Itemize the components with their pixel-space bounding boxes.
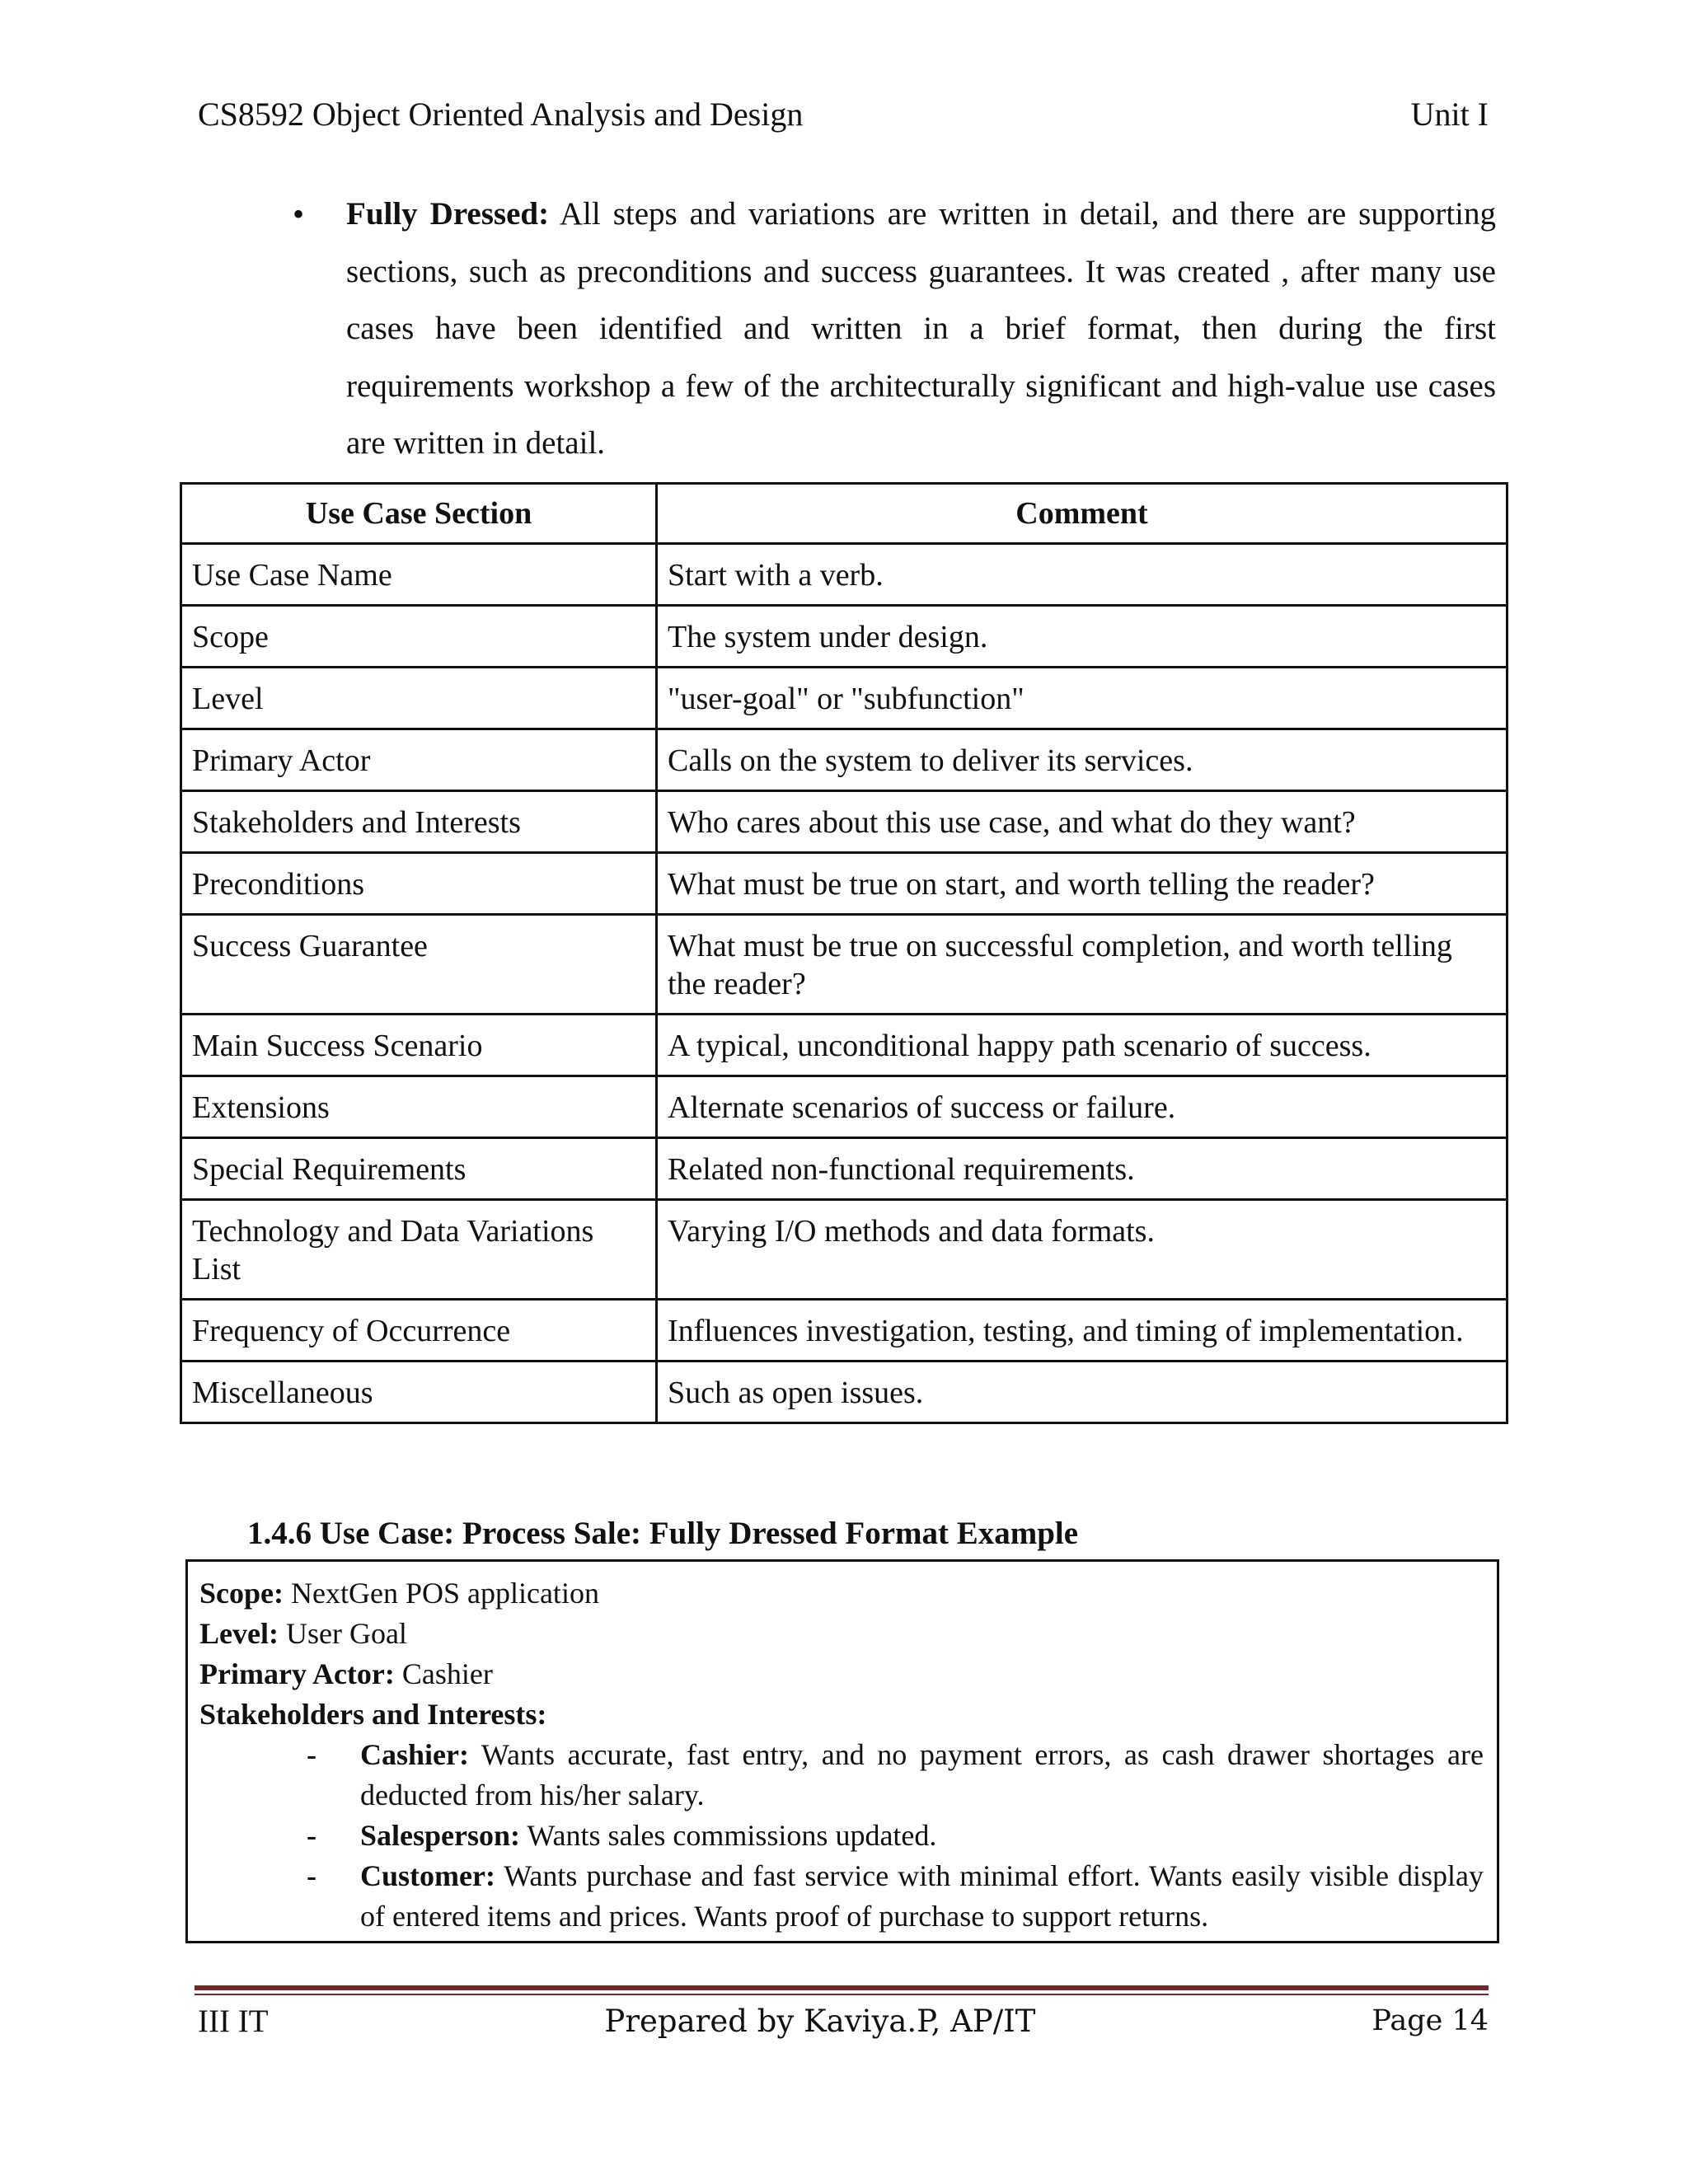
comment-cell: Related non-functional requirements. <box>657 1138 1507 1200</box>
dash-icon: - <box>307 1859 316 1892</box>
table-row <box>181 915 1507 1015</box>
section-cell: Preconditions <box>181 853 657 915</box>
fully-dressed-bullet <box>293 185 1496 472</box>
comment-cell: Who cares about this use case, and what do they want? <box>657 791 1507 853</box>
comment-cell: Varying I/O methods and data formats. <box>657 1200 1507 1300</box>
stakeholder-text: Wants accurate, fast entry, and no payment errors, as cash drawer shortages are deducted from his/her salary. <box>360 1738 1484 1811</box>
stakeholder-text: Wants sales commissions updated. <box>520 1819 937 1852</box>
scope-value: NextGen POS application <box>284 1577 599 1610</box>
section-cell: Success Guarantee <box>181 915 657 1015</box>
table-row <box>181 606 1507 668</box>
table-row <box>181 791 1507 853</box>
table-row <box>181 1300 1507 1361</box>
table-row <box>181 668 1507 729</box>
example-heading: 1.4.6 Use Case: Process Sale: Fully Dressed Format Example <box>247 1516 1079 1551</box>
list-item <box>199 1735 1484 1816</box>
footer-author: Prepared by Kaviya.P, AP/IT <box>604 2003 1036 2039</box>
scope-label: Scope: <box>199 1577 284 1610</box>
stakeholders-heading <box>199 1694 1484 1735</box>
section-cell: Level <box>181 668 657 729</box>
header-comment: Comment <box>657 484 1507 544</box>
actor-line <box>199 1654 1484 1694</box>
section-cell: Stakeholders and Interests <box>181 791 657 853</box>
stakeholder-name: Salesperson: <box>360 1819 521 1852</box>
bullet-paragraph <box>346 185 1496 472</box>
stakeholder-name: Cashier: <box>360 1738 469 1771</box>
footer-rule-thick <box>195 1985 1489 1990</box>
example-box <box>185 1559 1499 1943</box>
comment-cell: A typical, unconditional happy path scenario of success. <box>657 1015 1507 1076</box>
footer-rule-thin <box>195 1994 1489 1995</box>
table-row <box>181 1015 1507 1076</box>
table-row <box>181 1361 1507 1423</box>
comment-cell: Start with a verb. <box>657 544 1507 606</box>
section-cell: Frequency of Occurrence <box>181 1300 657 1361</box>
stakeholder-name: Customer: <box>360 1859 495 1892</box>
comment-cell: Such as open issues. <box>657 1361 1507 1423</box>
unit-label: Unit I <box>1410 96 1489 133</box>
level-value: User Goal <box>278 1617 407 1650</box>
page-header <box>198 95 1489 141</box>
dash-icon: - <box>307 1738 316 1771</box>
list-item <box>199 1856 1484 1937</box>
table-header-row <box>181 484 1507 544</box>
page-number: Page 14 <box>1372 2004 1489 2037</box>
comment-cell: What must be true on start, and worth telling the reader? <box>657 853 1507 915</box>
section-cell: Main Success Scenario <box>181 1015 657 1076</box>
section-cell: Technology and Data Variations List <box>181 1200 657 1300</box>
dash-icon: - <box>307 1819 316 1852</box>
table-row <box>181 853 1507 915</box>
section-cell: Special Requirements <box>181 1138 657 1200</box>
comment-cell: Alternate scenarios of success or failure. <box>657 1076 1507 1138</box>
footer-class: III IT <box>198 2003 269 2039</box>
table-row <box>181 729 1507 791</box>
section-cell: Primary Actor <box>181 729 657 791</box>
table-row <box>181 544 1507 606</box>
table-row <box>181 1138 1507 1200</box>
page-footer <box>198 1996 1489 2046</box>
comment-cell: What must be true on successful completion, and worth telling the reader? <box>657 915 1507 1015</box>
actor-value: Cashier <box>394 1657 493 1690</box>
table-row <box>181 1076 1507 1138</box>
level-label: Level: <box>199 1617 279 1650</box>
list-item <box>199 1816 1484 1856</box>
section-cell: Use Case Name <box>181 544 657 606</box>
section-cell: Extensions <box>181 1076 657 1138</box>
use-case-sections-table <box>180 482 1508 1424</box>
stakeholder-text: Wants purchase and fast service with minimal effort. Wants easily visible display of entered items and prices. Wants proof of purchase to support returns. <box>360 1859 1484 1933</box>
section-cell: Scope <box>181 606 657 668</box>
bullet-body: All steps and variations are written in detail, and there are supporting sections, such as preconditions and success guarantees. It was created , after many use cases have been identified and written in a brief format, then during the first requirements workshop a few of the architecturally significant and high-value use cases are written in detail. <box>346 196 1496 461</box>
stakeholders-list <box>199 1735 1484 1937</box>
table-row <box>181 1200 1507 1300</box>
stakeholders-label: Stakeholders and Interests: <box>199 1698 547 1731</box>
header-section: Use Case Section <box>181 484 657 544</box>
bullet-icon: • <box>293 195 305 232</box>
bullet-term: Fully Dressed: <box>346 196 550 232</box>
comment-cell: Calls on the system to deliver its services. <box>657 729 1507 791</box>
comment-cell: "user-goal" or "subfunction" <box>657 668 1507 729</box>
course-title: CS8592 Object Oriented Analysis and Design <box>198 96 804 133</box>
level-line <box>199 1614 1484 1654</box>
section-cell: Miscellaneous <box>181 1361 657 1423</box>
scope-line <box>199 1573 1484 1614</box>
comment-cell: Influences investigation, testing, and timing of implementation. <box>657 1300 1507 1361</box>
actor-label: Primary Actor: <box>199 1657 395 1690</box>
comment-cell: The system under design. <box>657 606 1507 668</box>
